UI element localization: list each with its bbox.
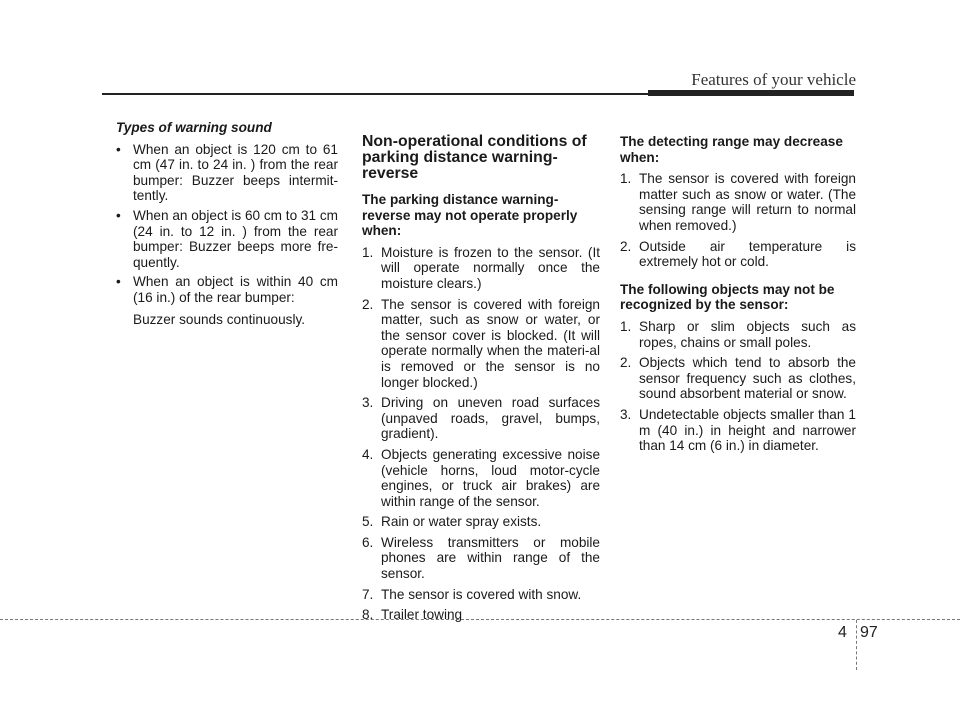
list-item-number: 2. (362, 296, 374, 312)
non-operational-intro: The parking distance warning-reverse may not operate properly when: (362, 192, 578, 239)
list-item (362, 447, 600, 509)
list-item-text: When an object is within 40 cm (16 in.) of the rear bumper: (133, 274, 338, 305)
list-item (362, 297, 600, 391)
list-item-text: Objects which tend to absorb the sensor frequency such as clothes, sound absorbent material or snow. (639, 355, 856, 402)
list-item-text: Undetectable objects smaller than 1 m (40 in.) in height and narrower than 14 cm (6 in.) in diameter. (639, 406, 856, 454)
list-item-number: 3. (620, 406, 632, 422)
list-item (620, 407, 856, 454)
footer-rule (0, 619, 960, 620)
warning-sound-heading: Types of warning sound (116, 120, 272, 135)
list-item-text: Driving on uneven road surfaces (unpaved roads, gravel, bumps, gradient). (381, 395, 600, 442)
list-item (116, 274, 338, 327)
page-header-title: Features of your vehicle (691, 70, 856, 89)
list-item-text: Outside air temperature is extremely hot or cold. (639, 238, 856, 270)
list-item (362, 535, 600, 582)
list-item (620, 355, 856, 402)
list-item (362, 395, 600, 442)
list-item-number: 8. (362, 607, 374, 623)
list-item (620, 319, 856, 350)
list-item-number: 2. (620, 355, 632, 371)
list-item-text: Objects generating excessive noise (vehicle horns, loud motor-cycle engines, or truck air brakes) are within range of the sensor. (381, 446, 600, 509)
range-list (620, 171, 856, 270)
list-item: • When an object is 120 cm to 61 cm (47 in. to 24 in. ) from the rear bumper: Buzzer beeps intermit-tently. (116, 142, 338, 204)
list-item-text: The sensor is covered with snow. (381, 586, 582, 602)
list-item-number: 7. (362, 586, 374, 602)
list-item-number: 3. (362, 395, 374, 411)
list-item (620, 239, 856, 270)
list-item-number: 4. (362, 446, 374, 462)
warning-sound-list (116, 142, 338, 328)
range-heading: The detecting range may decrease when: (620, 134, 843, 165)
list-item: • When an object is 60 cm to 31 cm (24 in. to 12 in. ) from the rear bumper: Buzzer beeps more fre-quently. (116, 208, 338, 270)
column-warning-sounds (116, 120, 338, 331)
header-rule-accent (648, 90, 854, 96)
list-item-number: 1. (362, 244, 374, 260)
list-item (362, 514, 600, 530)
column-detection (620, 120, 856, 459)
page-number: 97 (860, 624, 878, 641)
list-item-number: 2. (620, 238, 632, 254)
list-item-number: 6. (362, 534, 374, 550)
column-non-operational (362, 120, 600, 628)
list-item-text: Moisture is frozen to the sensor. (It will operate normally once the moisture clears.) (381, 244, 600, 291)
list-item-text: The sensor is covered with foreign matter, such as snow or water, or the sensor cover is blocked. (It will operate normally when the materi-al is removed or the sensor is no longer blocked.) (381, 296, 600, 390)
list-item-continuation: Buzzer sounds continuously. (133, 311, 306, 327)
footer-divider (856, 620, 857, 670)
objects-heading: The following objects may not be recognized by the sensor: (620, 281, 835, 313)
list-item-text: Sharp or slim objects such as ropes, chains or small poles. (639, 318, 856, 350)
list-item-number: 1. (620, 171, 632, 187)
list-item (362, 607, 600, 623)
list-item (620, 171, 856, 233)
chapter-number: 4 (838, 624, 847, 641)
non-operational-heading: Non-operational conditions of parking distance warning-reverse (362, 133, 587, 182)
list-item (362, 587, 600, 603)
list-item-text: Trailer towing (381, 607, 463, 623)
list-item-number: 1. (620, 318, 632, 334)
list-item-text: Wireless transmitters or mobile phones are within range of the sensor. (381, 534, 600, 582)
non-operational-list (362, 245, 600, 623)
list-item-number: 5. (362, 514, 374, 530)
list-item-text: The sensor is covered with foreign matter such as snow or water. (The sensing range will return to normal when removed.) (639, 171, 856, 233)
list-item (362, 245, 600, 292)
list-item-text: Rain or water spray exists. (381, 514, 542, 530)
objects-list (620, 319, 856, 454)
